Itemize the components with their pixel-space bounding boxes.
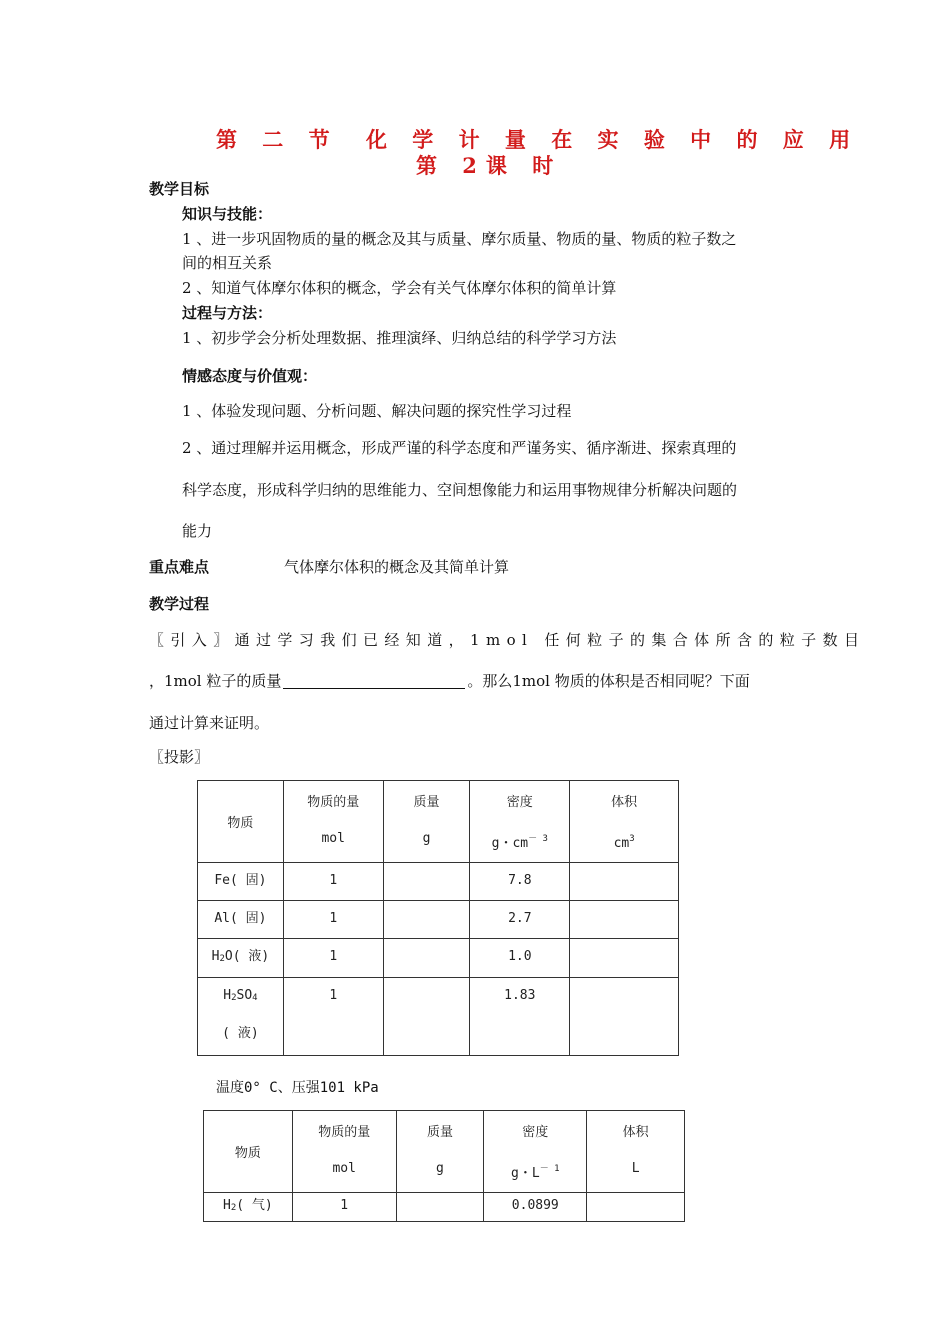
projection-label: 〖投影〗 [149, 748, 210, 766]
cell-mass [383, 901, 470, 939]
header-density: 密度 g・$L^{- 1}$ [484, 1111, 587, 1193]
header-substance: 物质 [198, 781, 284, 863]
table-row [198, 901, 679, 939]
table-row [204, 1193, 685, 1222]
condition-text: 温度0° C、压强101 kPa [216, 1080, 379, 1096]
cell-density: 0.0899 [484, 1193, 587, 1222]
cell-volume [570, 939, 679, 978]
cell-amount: 1 [283, 901, 383, 939]
key-points-text: 气体摩尔体积的概念及其简单计算 [284, 558, 510, 576]
title-part1: 第 二 节 [216, 127, 339, 152]
header-amount: 物质的量 mol [283, 781, 383, 863]
table-header-row [198, 781, 679, 863]
process-heading: 教学过程 [149, 595, 210, 613]
process-method-heading: 过程与方法： [182, 304, 273, 322]
cell-mass [383, 939, 470, 978]
process-method-item1: 1 、初步学会分析处理数据、推理演绎、归纳总结的科学学习方法 [182, 329, 617, 347]
cell-volume [570, 863, 679, 901]
table-row [198, 863, 679, 901]
cell-amount: 1 [283, 863, 383, 901]
intro-line2 [149, 670, 750, 691]
cell-density: 1.83 [470, 978, 570, 1056]
cell-substance: Al( 固) [198, 901, 284, 939]
cell-density: 2.7 [470, 901, 570, 939]
header-amount: 物质的量 mol [292, 1111, 396, 1193]
attitude-heading: 情感态度与价值观： [182, 367, 318, 385]
objectives-heading: 教学目标 [149, 180, 210, 198]
cell-volume [587, 1193, 685, 1222]
title-line2: 第 2课 时 [416, 153, 563, 178]
cell-mass [396, 1193, 484, 1222]
solid-liquid-table [197, 780, 679, 1056]
attitude-item2-line3: 能力 [182, 522, 213, 540]
gas-table [203, 1110, 685, 1222]
cell-density: 7.8 [470, 863, 570, 901]
fill-blank [283, 673, 465, 689]
cell-substance: Fe( 固) [198, 863, 284, 901]
intro-line1: 〖引入〗通过学习我们已经知道，1mol 任何粒子的集合体所含的粒子数目 [149, 631, 866, 649]
table-header-row [204, 1111, 685, 1193]
attitude-item2-line2: 科学态度，形成科学归纳的思维能力、空间想像能力和运用事物规律分析解决问题的 [182, 481, 738, 499]
cell-substance: $H_2$( 气) [204, 1193, 293, 1222]
table-row [198, 978, 679, 1056]
cell-volume [570, 901, 679, 939]
cell-substance: $H_2SO_4$ ( 液) [198, 978, 284, 1056]
key-points-label: 重点难点 [149, 558, 210, 576]
attitude-item2-line1: 2 、通过理解并运用概念，形成严谨的科学态度和严谨务实、循序渐进、探索真理的 [182, 439, 737, 457]
header-mass: 质量 g [396, 1111, 484, 1193]
header-volume: 体积 $cm^3$ [570, 781, 679, 863]
cell-volume [570, 978, 679, 1056]
cell-mass [383, 863, 470, 901]
knowledge-item1-line2: 间的相互关系 [182, 254, 273, 272]
knowledge-item2: 2 、知道气体摩尔体积的概念，学会有关气体摩尔体积的简单计算 [182, 279, 617, 297]
intro-line3: 通过计算来证明。 [149, 714, 270, 732]
header-substance: 物质 [204, 1111, 293, 1193]
cell-mass [383, 978, 470, 1056]
cell-density: 1.0 [470, 939, 570, 978]
header-density: 密度 g・$cm^{- 3}$ [470, 781, 570, 863]
intro-line2-b: 。那么1mol 物质的体积是否相同呢？下面 [467, 672, 750, 690]
intro-line2-a: ，1mol 粒子的质量 [149, 672, 282, 690]
cell-amount: 1 [292, 1193, 396, 1222]
title-part2: 化 学 计 量 在 实 验 中 的 应 用 [366, 127, 860, 152]
cell-amount: 1 [283, 978, 383, 1056]
header-mass: 质量 g [383, 781, 470, 863]
attitude-item1: 1 、体验发现问题、分析问题、解决问题的探究性学习过程 [182, 402, 572, 420]
header-volume: 体积 L [587, 1111, 685, 1193]
cell-amount: 1 [283, 939, 383, 978]
knowledge-heading: 知识与技能： [182, 205, 273, 223]
cell-substance: $H_2O$( 液) [198, 939, 284, 978]
table-row [198, 939, 679, 978]
knowledge-item1-line1: 1 、进一步巩固物质的量的概念及其与质量、摩尔质量、物质的量、物质的粒子数之 [182, 230, 737, 248]
